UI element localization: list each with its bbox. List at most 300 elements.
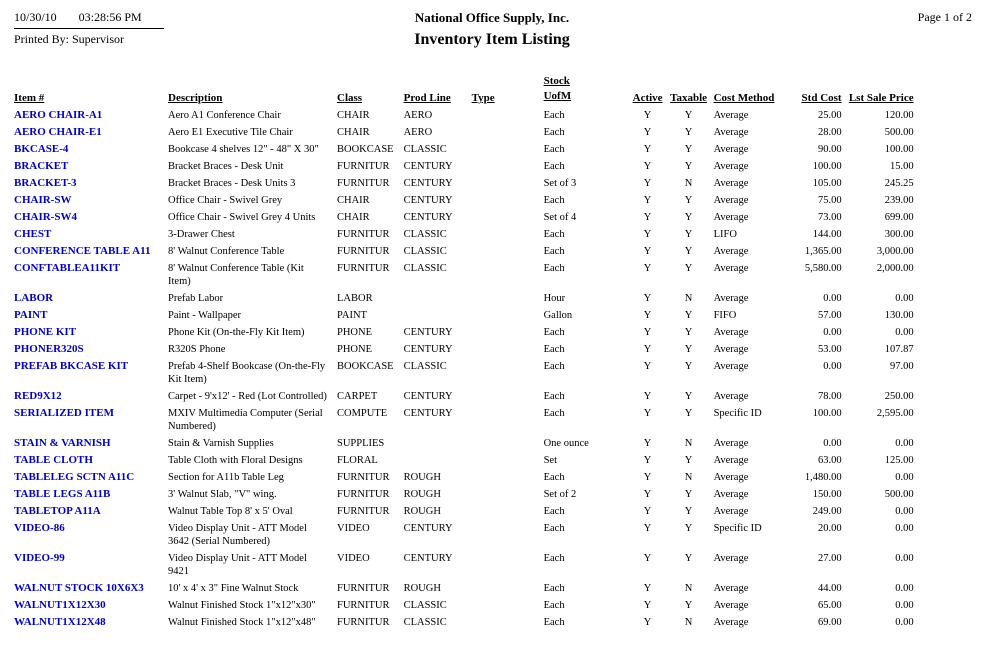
item-number-link[interactable]: TABLELEG SCTN A11C — [14, 471, 135, 483]
cell-taxable: Y — [684, 489, 693, 500]
cell-taxable: Y — [684, 523, 693, 534]
inventory-table-body — [14, 107, 916, 631]
cell-type — [472, 358, 544, 388]
cell-description: Video Display Unit - ATT Model 3642 (Serial Numbered) — [168, 523, 307, 547]
column-header-class — [337, 74, 404, 107]
cell-taxable: Y — [684, 110, 693, 121]
cell-cost-method: Average — [713, 161, 749, 172]
cell-description: Stain & Varnish Supplies — [168, 438, 274, 449]
cell-type — [472, 290, 544, 307]
column-header-lst-sale-price — [844, 74, 916, 107]
cell-uofm: Each — [543, 127, 565, 138]
cell-class: PHONE — [337, 344, 373, 355]
cell-uofm: Each — [543, 229, 565, 240]
cell-taxable: Y — [684, 195, 693, 206]
item-number-link[interactable]: TABLE LEGS A11B — [14, 488, 111, 500]
cell-description: Phone Kit (On-the-Fly Kit Item) — [168, 327, 305, 338]
cell-lst-sale-price: 0.00 — [895, 553, 914, 564]
cell-lst-sale-price: 2,000.00 — [876, 263, 914, 274]
column-header-stock-uofm — [544, 74, 632, 107]
cell-active: Y — [643, 344, 652, 355]
cell-description: Walnut Finished Stock 1"x12"x48" — [168, 617, 316, 628]
table-row — [14, 107, 916, 124]
cell-type — [472, 209, 544, 226]
cell-std-cost: 63.00 — [817, 455, 842, 466]
cell-uofm: Set of 2 — [543, 489, 577, 500]
cell-active: Y — [643, 489, 652, 500]
column-header-class-label: Class — [337, 92, 363, 104]
cell-description: Carpet - 9'x12' - Red (Lot Controlled) — [168, 391, 327, 402]
cell-taxable: Y — [684, 246, 693, 257]
cell-active: Y — [643, 361, 652, 372]
cell-type — [472, 307, 544, 324]
column-header-cost-method — [714, 74, 792, 107]
cell-std-cost: 69.00 — [817, 617, 842, 628]
table-row — [14, 324, 916, 341]
cell-lst-sale-price: 0.00 — [895, 583, 914, 594]
cell-prod-line: CENTURY — [403, 553, 453, 564]
cell-class: COMPUTE — [337, 408, 388, 419]
cell-active: Y — [643, 327, 652, 338]
cell-lst-sale-price: 107.87 — [884, 344, 914, 355]
cell-description: Bracket Braces - Desk Unit — [168, 161, 284, 172]
cell-std-cost: 100.00 — [812, 161, 842, 172]
cell-lst-sale-price: 97.00 — [889, 361, 914, 372]
cell-taxable: Y — [684, 391, 693, 402]
cell-description: Office Chair - Swivel Grey — [168, 195, 283, 206]
item-number-link[interactable]: SERIALIZED ITEM — [14, 407, 114, 419]
cell-prod-line: CENTURY — [403, 523, 453, 534]
cell-cost-method: Average — [713, 293, 749, 304]
cell-cost-method: LIFO — [713, 229, 737, 240]
cell-taxable: Y — [684, 161, 693, 172]
cell-std-cost: 0.00 — [823, 327, 842, 338]
cell-uofm: Each — [543, 344, 565, 355]
cell-cost-method: Average — [713, 110, 749, 121]
table-row — [14, 307, 916, 324]
cell-description: Paint - Wallpaper — [168, 310, 242, 321]
cell-class: FURNITUR — [337, 229, 390, 240]
cell-cost-method: Average — [713, 195, 749, 206]
table-row — [14, 435, 916, 452]
cell-prod-line: ROUGH — [403, 489, 441, 500]
cell-std-cost: 249.00 — [812, 506, 842, 517]
cell-uofm: Each — [543, 144, 565, 155]
cell-lst-sale-price: 250.00 — [884, 391, 914, 402]
cell-taxable: N — [684, 472, 693, 483]
cell-prod-line — [404, 290, 472, 307]
item-number-link[interactable]: RED9X12 — [14, 390, 62, 402]
cell-uofm: Set of 4 — [543, 212, 577, 223]
table-row — [14, 243, 916, 260]
cell-class: BOOKCASE — [337, 361, 394, 372]
item-number-link[interactable]: BRACKET-3 — [14, 177, 77, 189]
cell-prod-line: CLASSIC — [403, 246, 447, 257]
cell-active: Y — [643, 293, 652, 304]
cell-lst-sale-price: 239.00 — [884, 195, 914, 206]
cell-cost-method: Average — [713, 506, 749, 517]
item-number-link[interactable]: CHEST — [14, 228, 52, 240]
cell-std-cost: 25.00 — [817, 110, 842, 121]
column-header-prod-line-label: Prod Line — [403, 92, 451, 104]
cell-lst-sale-price: 0.00 — [895, 600, 914, 611]
cell-lst-sale-price: 300.00 — [884, 229, 914, 240]
item-number-link[interactable]: PREFAB BKCASE KIT — [14, 360, 129, 372]
table-row — [14, 226, 916, 243]
cell-prod-line: CLASSIC — [403, 617, 447, 628]
item-number-link[interactable]: CONFTABLEA11KIT — [14, 262, 121, 274]
cell-prod-line — [404, 435, 472, 452]
cell-std-cost: 44.00 — [817, 583, 842, 594]
cell-cost-method: Average — [713, 391, 749, 402]
table-row — [14, 260, 916, 290]
cell-prod-line: CENTURY — [403, 327, 453, 338]
item-number-link[interactable]: WALNUT1X12X30 — [14, 599, 106, 611]
item-number-link[interactable]: AERO CHAIR-E1 — [14, 126, 102, 138]
cell-type — [472, 614, 544, 631]
cell-class: VIDEO — [337, 523, 370, 534]
table-row — [14, 469, 916, 486]
column-header-prod-line — [404, 74, 472, 107]
cell-lst-sale-price: 15.00 — [889, 161, 914, 172]
cell-cost-method: Average — [713, 178, 749, 189]
table-row — [14, 520, 916, 550]
cell-description: MXIV Multimedia Computer (Serial Numbered) — [168, 408, 323, 432]
item-number-link[interactable]: VIDEO-99 — [14, 552, 65, 564]
column-header-type-label: Type — [471, 92, 495, 104]
column-header-cost-method-label: Cost Method — [713, 92, 775, 104]
item-number-link[interactable]: STAIN & VARNISH — [14, 437, 111, 449]
cell-lst-sale-price: 0.00 — [895, 472, 914, 483]
cell-taxable: N — [684, 178, 693, 189]
table-row — [14, 158, 916, 175]
cell-type — [472, 141, 544, 158]
cell-taxable: Y — [684, 144, 693, 155]
cell-uofm: One ounce — [543, 438, 589, 449]
cell-cost-method: Specific ID — [713, 408, 762, 419]
cell-active: Y — [643, 263, 652, 274]
cell-taxable: N — [684, 293, 693, 304]
item-number-link[interactable]: CHAIR-SW — [14, 194, 72, 206]
cell-cost-method: Average — [713, 472, 749, 483]
cell-class: FURNITUR — [337, 263, 390, 274]
cell-active: Y — [643, 391, 652, 402]
print-datetime — [14, 10, 164, 25]
cell-cost-method: Average — [713, 617, 749, 628]
cell-uofm: Each — [543, 553, 565, 564]
cell-class: LABOR — [337, 293, 373, 304]
cell-cost-method: Average — [713, 127, 749, 138]
cell-active: Y — [643, 583, 652, 594]
cell-taxable: N — [684, 438, 693, 449]
cell-cost-method: Average — [713, 212, 749, 223]
cell-description: Aero E1 Executive Tile Chair — [168, 127, 293, 138]
cell-active: Y — [643, 553, 652, 564]
cell-class: CHAIR — [337, 212, 370, 223]
cell-prod-line: AERO — [403, 127, 433, 138]
item-number-link[interactable]: PAINT — [14, 309, 48, 321]
cell-uofm: Hour — [543, 293, 566, 304]
item-number-link[interactable]: BRACKET — [14, 160, 69, 172]
cell-std-cost: 1,365.00 — [804, 246, 842, 257]
cell-taxable: Y — [684, 327, 693, 338]
cell-description: Bracket Braces - Desk Units 3 — [168, 178, 296, 189]
cell-taxable: N — [684, 617, 693, 628]
company-name: National Office Supply, Inc. — [414, 10, 570, 25]
cell-description: Aero A1 Conference Chair — [168, 110, 281, 121]
cell-active: Y — [643, 472, 652, 483]
cell-class: FURNITUR — [337, 617, 390, 628]
column-header-active-label: Active — [632, 92, 663, 104]
cell-std-cost: 0.00 — [823, 361, 842, 372]
cell-type — [472, 435, 544, 452]
header-left — [14, 10, 164, 47]
cell-class: PAINT — [337, 310, 367, 321]
cell-description: Video Display Unit - ATT Model 9421 — [168, 553, 307, 577]
cell-taxable: Y — [684, 229, 693, 240]
column-header-uofm-label: UofM — [543, 90, 572, 102]
cell-std-cost: 5,580.00 — [804, 263, 842, 274]
cell-active: Y — [643, 408, 652, 419]
cell-prod-line: CLASSIC — [403, 361, 447, 372]
cell-description: Prefab Labor — [168, 293, 224, 304]
cell-active: Y — [643, 246, 652, 257]
item-number-link[interactable]: CHAIR-SW4 — [14, 211, 77, 223]
cell-prod-line: ROUGH — [403, 472, 441, 483]
cell-std-cost: 53.00 — [817, 344, 842, 355]
cell-active: Y — [643, 229, 652, 240]
cell-cost-method: Average — [713, 327, 749, 338]
cell-type — [472, 520, 544, 550]
cell-type — [472, 452, 544, 469]
cell-std-cost: 28.00 — [817, 127, 842, 138]
table-row — [14, 192, 916, 209]
cell-lst-sale-price: 0.00 — [895, 293, 914, 304]
column-header-active — [632, 74, 664, 107]
cell-type — [472, 341, 544, 358]
table-row — [14, 580, 916, 597]
cell-taxable: Y — [684, 212, 693, 223]
cell-cost-method: Average — [713, 489, 749, 500]
cell-uofm: Each — [543, 327, 565, 338]
cell-class: FURNITUR — [337, 161, 390, 172]
cell-lst-sale-price: 0.00 — [895, 523, 914, 534]
table-row — [14, 358, 916, 388]
cell-type — [472, 503, 544, 520]
cell-type — [472, 107, 544, 124]
cell-class: CHAIR — [337, 195, 370, 206]
cell-prod-line: CENTURY — [403, 391, 453, 402]
cell-prod-line — [404, 307, 472, 324]
cell-description: Office Chair - Swivel Grey 4 Units — [168, 212, 316, 223]
cell-prod-line: CLASSIC — [403, 600, 447, 611]
inventory-table — [14, 74, 916, 631]
cell-prod-line: CENTURY — [403, 408, 453, 419]
cell-active: Y — [643, 178, 652, 189]
cell-taxable: N — [684, 583, 693, 594]
cell-prod-line: CENTURY — [403, 178, 453, 189]
cell-class: BOOKCASE — [337, 144, 394, 155]
cell-uofm: Each — [543, 110, 565, 121]
cell-class: FURNITUR — [337, 489, 390, 500]
cell-active: Y — [643, 212, 652, 223]
item-number-link[interactable]: VIDEO-86 — [14, 522, 65, 534]
cell-uofm: Set — [543, 455, 558, 466]
cell-active: Y — [643, 617, 652, 628]
cell-prod-line: ROUGH — [403, 583, 441, 594]
table-row — [14, 209, 916, 226]
cell-cost-method: Average — [713, 583, 749, 594]
cell-class: CHAIR — [337, 127, 370, 138]
item-number-link[interactable]: CONFERENCE TABLE A11 — [14, 245, 151, 257]
cell-active: Y — [643, 127, 652, 138]
cell-std-cost: 20.00 — [817, 523, 842, 534]
cell-description: Section for A11b Table Leg — [168, 472, 284, 483]
cell-cost-method: Average — [713, 246, 749, 257]
cell-type — [472, 469, 544, 486]
cell-uofm: Each — [543, 246, 565, 257]
cell-uofm: Each — [543, 617, 565, 628]
header-row — [14, 74, 916, 107]
cell-type — [472, 550, 544, 580]
cell-std-cost: 0.00 — [823, 438, 842, 449]
cell-uofm: Each — [543, 361, 565, 372]
cell-lst-sale-price: 100.00 — [884, 144, 914, 155]
cell-cost-method: Average — [713, 553, 749, 564]
cell-std-cost: 65.00 — [817, 600, 842, 611]
cell-prod-line: CLASSIC — [403, 263, 447, 274]
cell-std-cost: 150.00 — [812, 489, 842, 500]
item-number-link[interactable]: TABLE CLOTH — [14, 454, 93, 466]
table-row — [14, 405, 916, 435]
cell-type — [472, 158, 544, 175]
cell-type — [472, 192, 544, 209]
print-time: 03:28:56 PM — [78, 10, 142, 24]
cell-class: FURNITUR — [337, 246, 390, 257]
cell-lst-sale-price: 130.00 — [884, 310, 914, 321]
cell-std-cost: 27.00 — [817, 553, 842, 564]
table-header — [14, 74, 916, 107]
table-row — [14, 597, 916, 614]
cell-taxable: Y — [684, 506, 693, 517]
cell-std-cost: 144.00 — [812, 229, 842, 240]
page-indicator: Page 1 of 2 — [917, 10, 972, 24]
cell-prod-line: CENTURY — [403, 195, 453, 206]
cell-uofm: Each — [543, 263, 565, 274]
item-number-link[interactable]: WALNUT1X12X48 — [14, 616, 106, 628]
cell-class: FURNITUR — [337, 600, 390, 611]
cell-uofm: Each — [543, 408, 565, 419]
cell-taxable: Y — [684, 408, 693, 419]
item-number-link[interactable]: AERO CHAIR-A1 — [14, 109, 103, 121]
cell-taxable: Y — [684, 455, 693, 466]
cell-type — [472, 175, 544, 192]
cell-prod-line: CLASSIC — [403, 229, 447, 240]
item-number-link[interactable]: BKCASE-4 — [14, 143, 69, 155]
cell-taxable: Y — [684, 127, 693, 138]
printed-by: Printed By: Supervisor — [14, 28, 164, 47]
cell-active: Y — [643, 310, 652, 321]
item-number-link[interactable]: TABLETOP A11A — [14, 505, 101, 517]
cell-type — [472, 405, 544, 435]
column-header-taxable-label: Taxable — [670, 92, 708, 104]
column-header-taxable — [664, 74, 714, 107]
cell-type — [472, 324, 544, 341]
cell-class: CARPET — [337, 391, 378, 402]
cell-uofm: Each — [543, 523, 565, 534]
cell-type — [472, 226, 544, 243]
cell-type — [472, 580, 544, 597]
cell-std-cost: 100.00 — [812, 408, 842, 419]
cell-taxable: Y — [684, 263, 693, 274]
cell-taxable: Y — [684, 344, 693, 355]
cell-lst-sale-price: 0.00 — [895, 438, 914, 449]
cell-std-cost: 0.00 — [823, 293, 842, 304]
cell-prod-line: CENTURY — [403, 161, 453, 172]
cell-description: Walnut Table Top 8' x 5' Oval — [168, 506, 293, 517]
cell-class: FURNITUR — [337, 178, 390, 189]
column-header-stock-label: Stock — [543, 75, 570, 87]
column-header-description-label: Description — [168, 92, 223, 104]
cell-taxable: Y — [684, 600, 693, 611]
cell-std-cost: 1,480.00 — [804, 472, 842, 483]
cell-class: FURNITUR — [337, 506, 390, 517]
cell-type — [472, 243, 544, 260]
cell-lst-sale-price: 0.00 — [895, 617, 914, 628]
item-number-link[interactable]: PHONER320S — [14, 343, 84, 355]
cell-class: FURNITUR — [337, 583, 390, 594]
column-header-description — [168, 74, 337, 107]
cell-description: 8' Walnut Conference Table (Kit Item) — [168, 263, 304, 287]
cell-uofm: Each — [543, 472, 565, 483]
cell-lst-sale-price: 120.00 — [884, 110, 914, 121]
cell-active: Y — [643, 144, 652, 155]
cell-std-cost: 73.00 — [817, 212, 842, 223]
cell-active: Y — [643, 438, 652, 449]
table-row — [14, 452, 916, 469]
column-header-item-label: Item # — [14, 92, 45, 104]
cell-prod-line — [404, 452, 472, 469]
cell-description: 8' Walnut Conference Table — [168, 246, 285, 257]
table-row — [14, 486, 916, 503]
item-number-link[interactable]: LABOR — [14, 292, 54, 304]
cell-lst-sale-price: 125.00 — [884, 455, 914, 466]
cell-class: CHAIR — [337, 110, 370, 121]
report-header — [8, 8, 976, 58]
cell-description: Walnut Finished Stock 1"x12"x30" — [168, 600, 316, 611]
cell-class: SUPPLIES — [337, 438, 385, 449]
cell-prod-line: CENTURY — [403, 344, 453, 355]
cell-active: Y — [643, 161, 652, 172]
table-row — [14, 290, 916, 307]
table-row — [14, 141, 916, 158]
column-header-std-cost — [792, 74, 844, 107]
cell-description: Table Cloth with Floral Designs — [168, 455, 303, 466]
item-number-link[interactable]: PHONE KIT — [14, 326, 77, 338]
item-number-link[interactable]: WALNUT STOCK 10X6X3 — [14, 582, 144, 594]
cell-cost-method: Average — [713, 344, 749, 355]
cell-description: Bookcase 4 shelves 12" - 48" X 30" — [168, 144, 319, 155]
cell-uofm: Each — [543, 195, 565, 206]
cell-description: 3' Walnut Slab, "V" wing. — [168, 489, 277, 500]
cell-prod-line: CENTURY — [403, 212, 453, 223]
cell-lst-sale-price: 500.00 — [884, 489, 914, 500]
table-row — [14, 175, 916, 192]
table-row — [14, 341, 916, 358]
cell-type — [472, 597, 544, 614]
cell-lst-sale-price: 0.00 — [895, 506, 914, 517]
cell-std-cost: 78.00 — [817, 391, 842, 402]
